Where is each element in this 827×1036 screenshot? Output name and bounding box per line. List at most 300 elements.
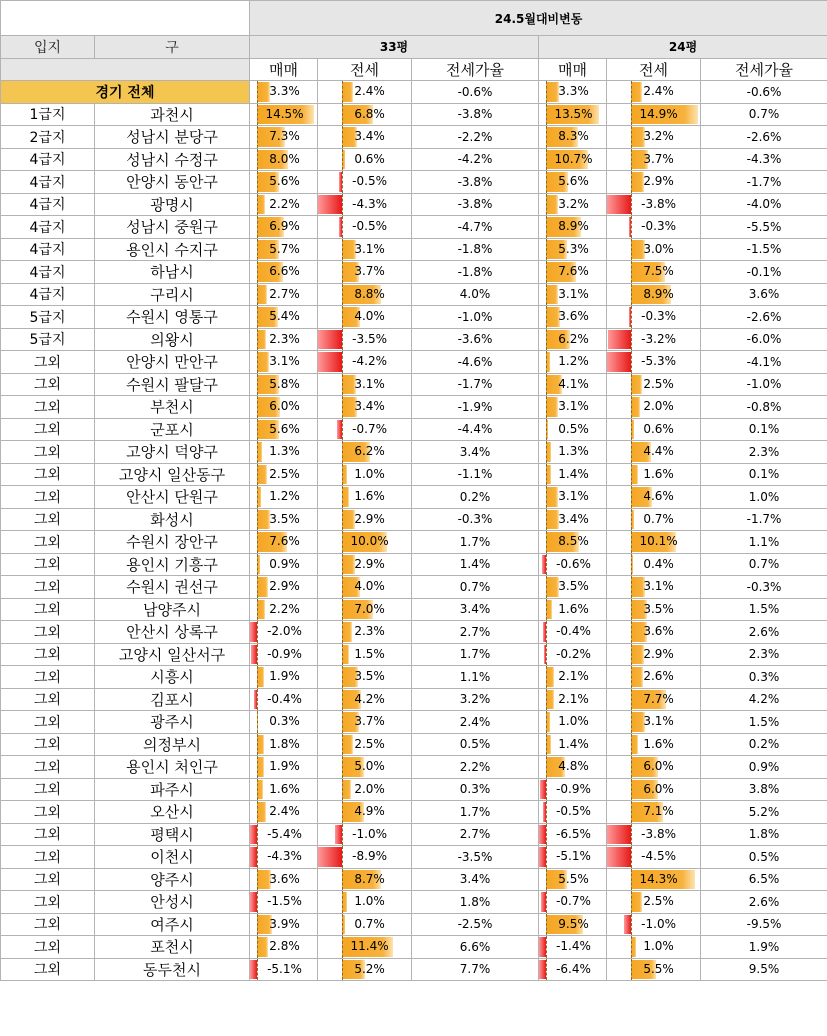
cell-value: 6.2% [558, 331, 589, 346]
ratio-33-cell: -3.8% [412, 193, 539, 216]
sale-24-cell [539, 598, 607, 621]
ratio-33-cell: -1.7% [412, 373, 539, 396]
jeonse-24-cell [607, 261, 701, 284]
tier-cell: 그외 [1, 913, 95, 936]
cell-value: -0.9% [556, 781, 591, 796]
cell-value: 3.1% [558, 489, 589, 504]
bar-axis [546, 959, 547, 981]
jeonse-24-cell [607, 328, 701, 351]
district-cell: 시흥시 [95, 666, 250, 689]
bar-axis [546, 216, 547, 238]
table-title: 24.5월대비변동 [250, 1, 827, 36]
sale-24-cell [539, 531, 607, 554]
cell-value: 6.0% [643, 781, 674, 796]
ratio-33-cell: 3.4% [412, 598, 539, 621]
cell-value: 5.6% [269, 174, 300, 189]
tier-cell: 4급지 [1, 238, 95, 261]
bar-axis [257, 689, 258, 711]
cell-value: 10.0% [350, 534, 389, 549]
jeonse-33-cell [318, 553, 412, 576]
cell-value: 5.7% [269, 241, 300, 256]
district-cell: 용인시 처인구 [95, 756, 250, 779]
total-jeonse-33 [318, 81, 412, 104]
cell-value: 14.9% [639, 106, 678, 121]
jeonse-33-cell [318, 711, 412, 734]
sale-24-cell [539, 261, 607, 284]
bar-axis [257, 419, 258, 441]
cell-value: -1.4% [556, 939, 591, 954]
jeonse-33-cell [318, 643, 412, 666]
cell-value: 3.1% [558, 286, 589, 301]
ratio-24-cell: 0.7% [701, 553, 827, 576]
positive-data-bar [257, 802, 266, 822]
cell-value: 8.3% [558, 129, 589, 144]
jeonse-33-cell [318, 846, 412, 869]
cell-value: 8.0% [269, 151, 300, 166]
cell-value: 8.5% [558, 534, 589, 549]
cell-value: -5.1% [267, 961, 302, 976]
ratio-33-cell: -0.3% [412, 508, 539, 531]
bar-axis [546, 239, 547, 261]
table-row [1, 553, 827, 576]
cell-value: -6.5% [556, 826, 591, 841]
bar-axis [546, 869, 547, 891]
district-cell: 하남시 [95, 261, 250, 284]
negative-data-bar [250, 847, 257, 867]
cell-value: -0.7% [556, 894, 591, 909]
cell-value: 3.2% [643, 129, 674, 144]
jeonse-24-cell [607, 351, 701, 374]
tier-cell: 그외 [1, 463, 95, 486]
sale-33-cell [250, 711, 318, 734]
sale-24-cell [539, 306, 607, 329]
bar-axis [257, 374, 258, 396]
sale-33-cell [250, 756, 318, 779]
cell-value: 2.4% [354, 84, 385, 99]
sale-33-cell [250, 576, 318, 599]
cell-value: 1.6% [269, 781, 300, 796]
jeonse-33-cell [318, 126, 412, 149]
cell-value: 3.1% [643, 579, 674, 594]
cell-value: 10.1% [639, 534, 678, 549]
tier-cell: 그외 [1, 643, 95, 666]
cell-value: -4.5% [641, 849, 676, 864]
sale-24-cell [539, 643, 607, 666]
cell-value: 2.9% [354, 511, 385, 526]
jeonse-33-cell [318, 733, 412, 756]
sale-24-cell [539, 396, 607, 419]
cell-value: 6.2% [354, 444, 385, 459]
ratio-24-cell: 2.6% [701, 891, 827, 914]
cell-value: 3.1% [643, 714, 674, 729]
cell-value: -5.1% [556, 849, 591, 864]
positive-data-bar [546, 667, 554, 687]
tier-cell: 그외 [1, 418, 95, 441]
cell-value: 3.0% [643, 241, 674, 256]
cell-value: 2.6% [643, 669, 674, 684]
table-row [1, 283, 827, 306]
bar-axis [546, 329, 547, 351]
cell-value: 3.6% [558, 309, 589, 324]
ratio-33-cell: -1.8% [412, 261, 539, 284]
cell-value: 1.2% [558, 354, 589, 369]
jeonse-33-cell [318, 508, 412, 531]
ratio-33-cell: -2.2% [412, 126, 539, 149]
sale-24-cell [539, 936, 607, 959]
district-cell: 양주시 [95, 868, 250, 891]
sale-33-cell [250, 801, 318, 824]
negative-data-bar [318, 330, 342, 350]
district-cell: 안양시 동안구 [95, 171, 250, 194]
cell-value: -8.9% [352, 849, 387, 864]
tier-cell: 그외 [1, 778, 95, 801]
ratio-33-cell: 0.3% [412, 778, 539, 801]
district-cell: 광명시 [95, 193, 250, 216]
district-cell: 김포시 [95, 688, 250, 711]
ratio-33-cell: 2.7% [412, 621, 539, 644]
bar-axis [546, 306, 547, 328]
jeonse-33-cell [318, 891, 412, 914]
tier-cell: 5급지 [1, 328, 95, 351]
jeonse-33-cell [318, 666, 412, 689]
tier-cell: 4급지 [1, 148, 95, 171]
cell-value: 0.6% [354, 151, 385, 166]
district-cell: 성남시 중원구 [95, 216, 250, 239]
tier-cell: 그외 [1, 756, 95, 779]
jeonse-24-cell [607, 891, 701, 914]
bar-axis [257, 756, 258, 778]
cell-value: 1.4% [558, 466, 589, 481]
cell-value: 2.4% [269, 804, 300, 819]
tier-cell: 그외 [1, 801, 95, 824]
bar-axis [257, 509, 258, 531]
sale-24-cell [539, 238, 607, 261]
ratio-24-cell: -1.5% [701, 238, 827, 261]
jeonse-24-cell [607, 486, 701, 509]
ratio-24-cell: -9.5% [701, 913, 827, 936]
ratio-24-cell: -4.3% [701, 148, 827, 171]
cell-value: 7.3% [269, 129, 300, 144]
jeonse-24-cell [607, 216, 701, 239]
cell-value: 6.6% [269, 264, 300, 279]
tier-cell: 4급지 [1, 283, 95, 306]
positive-data-bar [257, 757, 264, 777]
negative-data-bar [607, 352, 631, 372]
jeonse-33-cell [318, 486, 412, 509]
cell-value: 2.9% [354, 556, 385, 571]
cell-value: 1.0% [643, 939, 674, 954]
sale-33-cell [250, 351, 318, 374]
cell-value: 3.5% [643, 601, 674, 616]
jeonse-24-cell [607, 643, 701, 666]
sale-33-cell [250, 238, 318, 261]
sale-24-cell [539, 103, 607, 126]
jeonse-24-cell [607, 801, 701, 824]
jeonse-24-cell [607, 531, 701, 554]
col-location-header: 입지 [1, 36, 95, 59]
jeonse-24-cell [607, 913, 701, 936]
cell-value: 0.6% [643, 421, 674, 436]
cell-value: -3.2% [641, 331, 676, 346]
bar-axis [257, 441, 258, 463]
district-cell: 성남시 분당구 [95, 126, 250, 149]
bar-axis [257, 171, 258, 193]
jeonse-24-cell [607, 463, 701, 486]
cell-value: 4.0% [354, 579, 385, 594]
cell-value: 4.6% [643, 489, 674, 504]
cell-value: 5.6% [558, 174, 589, 189]
bar-axis [546, 846, 547, 868]
jeonse-33-cell [318, 351, 412, 374]
jeonse-33-cell [318, 576, 412, 599]
cell-value: 2.8% [269, 939, 300, 954]
sub-sale-24: 매매 [539, 58, 607, 81]
sale-33-cell [250, 553, 318, 576]
bar-axis [257, 486, 258, 508]
cell-value: -0.5% [352, 219, 387, 234]
cell-value: 0.7% [643, 511, 674, 526]
cell-value: -4.3% [352, 196, 387, 211]
sale-33-cell [250, 643, 318, 666]
sale-24-cell [539, 823, 607, 846]
bar-axis [257, 239, 258, 261]
tier-cell: 그외 [1, 373, 95, 396]
district-cell: 광주시 [95, 711, 250, 734]
table-row [1, 351, 827, 374]
sale-24-cell [539, 756, 607, 779]
tier-cell: 그외 [1, 576, 95, 599]
cell-value: -0.6% [556, 556, 591, 571]
cell-value: 3.1% [558, 399, 589, 414]
sale-33-cell [250, 868, 318, 891]
district-cell: 동두천시 [95, 958, 250, 981]
sale-24-cell [539, 711, 607, 734]
ratio-33-cell: 1.8% [412, 891, 539, 914]
ratio-24-cell: 9.5% [701, 958, 827, 981]
cell-value: 0.5% [558, 421, 589, 436]
bar-axis [257, 396, 258, 418]
tier-cell: 그외 [1, 553, 95, 576]
bar-axis [257, 149, 258, 171]
bar-axis [546, 554, 547, 576]
cell-value: 4.8% [558, 759, 589, 774]
jeonse-33-cell [318, 823, 412, 846]
table-row [1, 643, 827, 666]
positive-data-bar [257, 195, 266, 215]
ratio-24-cell: 1.8% [701, 823, 827, 846]
cell-value: 6.0% [643, 759, 674, 774]
ratio-33-cell: -3.8% [412, 103, 539, 126]
bar-axis [546, 194, 547, 216]
jeonse-24-cell [607, 441, 701, 464]
negative-data-bar [250, 960, 257, 980]
table-row [1, 913, 827, 936]
table-row [1, 238, 827, 261]
jeonse-33-cell [318, 778, 412, 801]
jeonse-24-cell [607, 688, 701, 711]
sale-24-cell [539, 283, 607, 306]
cell-value: 3.9% [269, 916, 300, 931]
cell-value: 2.2% [269, 196, 300, 211]
jeonse-24-cell [607, 868, 701, 891]
ratio-24-cell: -4.1% [701, 351, 827, 374]
jeonse-33-cell [318, 756, 412, 779]
positive-data-bar [257, 600, 266, 620]
cell-value: 3.7% [354, 264, 385, 279]
ratio-24-cell: 3.8% [701, 778, 827, 801]
jeonse-24-cell [607, 148, 701, 171]
bar-axis [546, 419, 547, 441]
cell-value: 2.4% [643, 84, 674, 99]
ratio-24-cell: -1.7% [701, 171, 827, 194]
cell-value: -2.0% [267, 624, 302, 639]
ratio-33-cell: -3.6% [412, 328, 539, 351]
table-row [1, 868, 827, 891]
tier-cell: 그외 [1, 891, 95, 914]
sale-33-cell [250, 823, 318, 846]
jeonse-24-cell [607, 756, 701, 779]
cell-value: 5.5% [643, 961, 674, 976]
ratio-33-cell: -4.4% [412, 418, 539, 441]
jeonse-33-cell [318, 688, 412, 711]
ratio-33-cell: 1.7% [412, 531, 539, 554]
bar-axis [546, 486, 547, 508]
jeonse-24-cell [607, 711, 701, 734]
sub-ratio-33: 전세가율 [412, 58, 539, 81]
cell-value: 1.6% [558, 601, 589, 616]
jeonse-33-cell [318, 171, 412, 194]
sub-jeonse-33: 전세 [318, 58, 412, 81]
sale-33-cell [250, 666, 318, 689]
jeonse-33-cell [318, 148, 412, 171]
cell-value: 3.6% [643, 624, 674, 639]
table-body [1, 81, 827, 981]
sale-33-cell [250, 486, 318, 509]
ratio-24-cell: 0.5% [701, 846, 827, 869]
cell-value: 3.4% [354, 129, 385, 144]
cell-value: 5.6% [269, 421, 300, 436]
negative-data-bar [539, 937, 546, 957]
cell-value: -6.4% [556, 961, 591, 976]
table-row [1, 463, 827, 486]
ratio-33-cell: 1.7% [412, 801, 539, 824]
sale-24-cell [539, 958, 607, 981]
sub-ratio-24: 전세가율 [701, 58, 827, 81]
table-row [1, 441, 827, 464]
bar-axis [257, 734, 258, 756]
positive-data-bar [257, 285, 268, 305]
jeonse-33-cell [318, 936, 412, 959]
sale-33-cell [250, 733, 318, 756]
bar-axis [257, 554, 258, 576]
jeonse-33-cell [318, 801, 412, 824]
table-row [1, 486, 827, 509]
bar-axis [257, 666, 258, 688]
sale-24-cell [539, 891, 607, 914]
table-row [1, 756, 827, 779]
table-row [1, 936, 827, 959]
tier-cell: 그외 [1, 441, 95, 464]
cell-value: -0.3% [641, 219, 676, 234]
bar-axis [546, 126, 547, 148]
sale-33-cell [250, 193, 318, 216]
bar-axis [257, 891, 258, 913]
district-cell: 수원시 팔달구 [95, 373, 250, 396]
bar-axis [546, 666, 547, 688]
sale-24-cell [539, 846, 607, 869]
cell-value: 3.5% [269, 511, 300, 526]
positive-data-bar [257, 735, 264, 755]
bar-axis [546, 891, 547, 913]
table-row [1, 531, 827, 554]
bar-axis [546, 396, 547, 418]
ratio-33-cell: 0.5% [412, 733, 539, 756]
ratio-24-cell: 5.2% [701, 801, 827, 824]
cell-value: 3.1% [354, 376, 385, 391]
ratio-33-cell: -4.6% [412, 351, 539, 374]
district-cell: 고양시 덕양구 [95, 441, 250, 464]
ratio-24-cell: -0.8% [701, 396, 827, 419]
sale-24-cell [539, 351, 607, 374]
sale-33-cell [250, 508, 318, 531]
table-row [1, 216, 827, 239]
cell-value: 8.7% [354, 871, 385, 886]
jeonse-33-cell [318, 441, 412, 464]
tier-cell: 그외 [1, 508, 95, 531]
sale-33-cell [250, 171, 318, 194]
bar-axis [546, 734, 547, 756]
bar-axis [257, 621, 258, 643]
jeonse-33-cell [318, 418, 412, 441]
bar-axis [257, 801, 258, 823]
cell-value: -0.5% [352, 174, 387, 189]
cell-value: 2.3% [269, 331, 300, 346]
jeonse-24-cell [607, 846, 701, 869]
sale-24-cell [539, 666, 607, 689]
bar-axis [257, 869, 258, 891]
table-row [1, 823, 827, 846]
table-row [1, 778, 827, 801]
total-name: 경기 전체 [1, 81, 250, 104]
jeonse-33-cell [318, 621, 412, 644]
jeonse-24-cell [607, 396, 701, 419]
cell-value: 2.5% [269, 466, 300, 481]
ratio-24-cell: 0.9% [701, 756, 827, 779]
cell-value: 3.7% [354, 714, 385, 729]
table-row [1, 891, 827, 914]
tier-cell: 그외 [1, 711, 95, 734]
district-cell: 안산시 단원구 [95, 486, 250, 509]
cell-value: 1.8% [269, 736, 300, 751]
sub-jeonse-24: 전세 [607, 58, 701, 81]
district-cell: 오산시 [95, 801, 250, 824]
ratio-33-cell: 1.4% [412, 553, 539, 576]
cell-value: 4.9% [354, 804, 385, 819]
ratio-24-cell: 2.6% [701, 621, 827, 644]
ratio-33-cell: -1.0% [412, 306, 539, 329]
district-cell: 남양주시 [95, 598, 250, 621]
cell-value: 1.0% [558, 714, 589, 729]
bar-axis [546, 914, 547, 936]
bar-axis [546, 824, 547, 846]
bar-axis [546, 576, 547, 598]
jeonse-24-cell [607, 598, 701, 621]
tier-cell: 그외 [1, 846, 95, 869]
table-row [1, 148, 827, 171]
cell-value: 8.9% [643, 286, 674, 301]
sale-24-cell [539, 553, 607, 576]
ratio-24-cell: 2.3% [701, 643, 827, 666]
